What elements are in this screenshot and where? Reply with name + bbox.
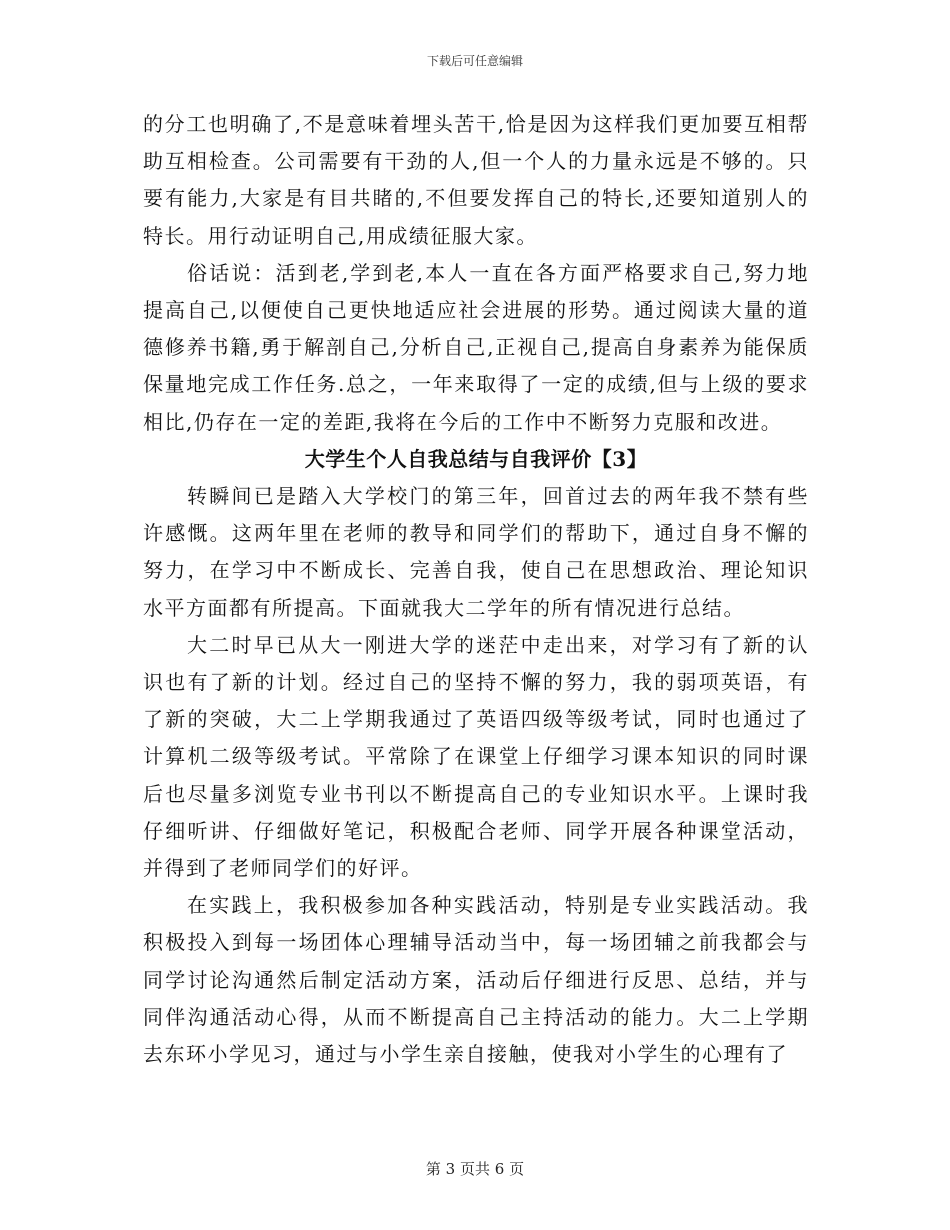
paragraph-3: 转瞬间已是踏入大学校门的第三年，回首过去的两年我不禁有些许感慨。这两年里在老师的教导和同学们的帮助下，通过自身不懈的努力，在学习中不断成长、完善自我，使自己在思想政治、理论知识水平方面都有所提高。下面就我大二学年的所有情况进行总结。 bbox=[143, 484, 809, 620]
paragraph-2: 俗话说：活到老,学到老,本人一直在各方面严格要求自己,努力地提高自己,以便使自己更快地适应社会进展的形势。通过阅读大量的道德修养书籍,勇于解剖自己,分析自己,正视自己,提高自身素养为能保质保量地完成工作任务.总之，一年来取得了一定的成绩,但与上级的要求相比,仍存在一定的差距,我将在今后的工作中不断努力克服和改进。 bbox=[143, 260, 809, 434]
document-body bbox=[143, 106, 809, 1073]
page-header: 下载后可任意编辑 bbox=[426, 54, 523, 68]
paragraph-5: 在实践上，我积极参加各种实践活动，特别是专业实践活动。我积极投入到每一场团体心理辅导活动当中，每一场团辅之前我都会与同学讨论沟通然后制定活动方案，活动后仔细进行反思、总结，并与同伴沟通活动心得，从而不断提高自己主持活动的能力。大二上学期去东环小学见习，通过与小学生亲自接触，使我对小学生的心理有了 bbox=[143, 893, 809, 1067]
paragraph-4: 大二时早已从大一刚进大学的迷茫中走出来，对学习有了新的认识也有了新的计划。经过自己的坚持不懈的努力，我的弱项英语，有了新的突破，大二上学期我通过了英语四级等级考试，同时也通过了计算机二级等级考试。平常除了在课堂上仔细学习课本知识的同时课后也尽量多浏览专业书刊以不断提高自己的专业知识水平。上课时我仔细听讲、仔细做好笔记，积极配合老师、同学开展各种课堂活动，并得到了老师同学们的好评。 bbox=[143, 632, 809, 881]
paragraph-1: 的分工也明确了,不是意味着埋头苦干,恰是因为这样我们更加要互相帮助互相检查。公司需要有干劲的人,但一个人的力量永远是不够的。只要有能力,大家是有目共睹的,不但要发挥自己的特长,还要知道别人的特长。用行动证明自己,用成绩征服大家。 bbox=[143, 112, 809, 248]
page-footer: 第 3 页共 6 页 bbox=[425, 1160, 525, 1178]
section-title: 大学生个人自我总结与自我评价【3】 bbox=[304, 446, 648, 471]
